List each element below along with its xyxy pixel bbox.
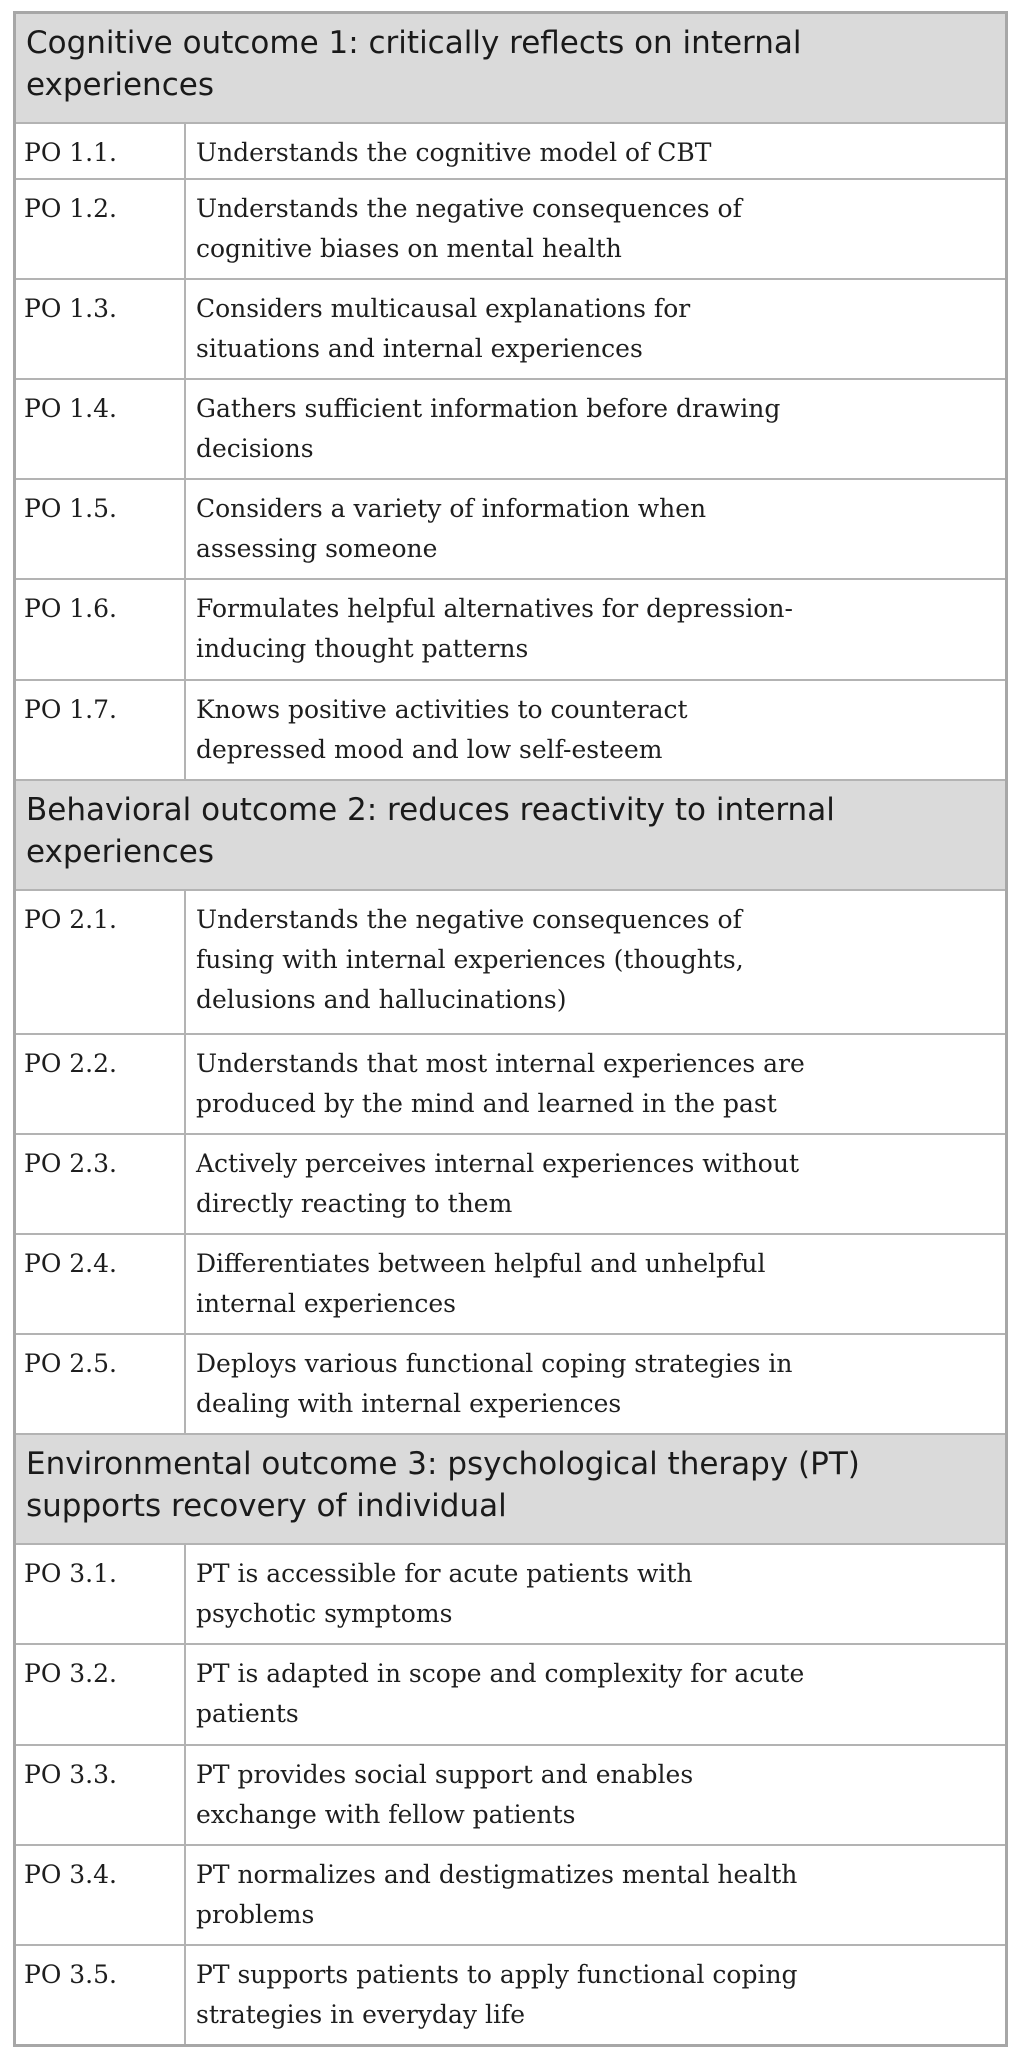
outcome-description: Understands the negative consequences of cognitive biases on mental health [185, 179, 1005, 279]
outcome-code: PO 1.6. [16, 579, 185, 679]
section-title: Environmental outcome 3: psychological therapy (PT) supports recovery of individual [16, 1434, 1005, 1544]
outcome-description: Considers a variety of information when assessing someone [185, 479, 1005, 579]
outcome-description: Deploys various functional coping strategies in dealing with internal experiences [185, 1334, 1005, 1434]
outcome-description: Gathers sufficient information before drawing decisions [185, 379, 1005, 479]
outcome-description: PT normalizes and destigmatizes mental health problems [185, 1845, 1005, 1945]
outcomes-table-frame [13, 11, 1008, 2047]
outcome-code: PO 2.5. [16, 1334, 185, 1434]
table-row [16, 479, 1005, 579]
table-row [16, 1334, 1005, 1434]
table-row [16, 1745, 1005, 1845]
outcome-code: PO 3.4. [16, 1845, 185, 1945]
section-header-row [16, 780, 1005, 890]
outcome-description: Differentiates between helpful and unhelpful internal experiences [185, 1234, 1005, 1334]
outcome-description: Formulates helpful alternatives for depression-inducing thought patterns [185, 579, 1005, 679]
outcome-description: Understands the negative consequences of fusing with internal experiences (thoughts, delusions and hallucinations) [185, 890, 1005, 1034]
outcome-code: PO 2.4. [16, 1234, 185, 1334]
section-header-row [16, 1434, 1005, 1544]
outcome-code: PO 1.2. [16, 179, 185, 279]
section-title: Cognitive outcome 1: critically reflects on internal experiences [16, 14, 1005, 123]
table-row [16, 279, 1005, 379]
outcome-description: Considers multicausal explanations for situations and internal experiences [185, 279, 1005, 379]
table-row [16, 1134, 1005, 1234]
outcome-description: PT is accessible for acute patients with psychotic symptoms [185, 1544, 1005, 1644]
outcome-code: PO 1.3. [16, 279, 185, 379]
outcome-description: Understands that most internal experiences are produced by the mind and learned in the past [185, 1034, 1005, 1134]
table-row [16, 179, 1005, 279]
outcome-code: PO 2.1. [16, 890, 185, 1034]
outcome-code: PO 3.1. [16, 1544, 185, 1644]
outcome-code: PO 3.3. [16, 1745, 185, 1845]
outcome-code: PO 1.1. [16, 123, 185, 179]
table-row [16, 379, 1005, 479]
table-row [16, 890, 1005, 1034]
outcome-code: PO 1.7. [16, 680, 185, 780]
outcomes-table [16, 14, 1005, 2044]
outcome-code: PO 1.5. [16, 479, 185, 579]
table-row [16, 1945, 1005, 2044]
outcome-description: PT is adapted in scope and complexity for acute patients [185, 1644, 1005, 1744]
table-row [16, 1644, 1005, 1744]
outcome-code: PO 2.3. [16, 1134, 185, 1234]
outcome-code: PO 3.5. [16, 1945, 185, 2044]
table-row [16, 1034, 1005, 1134]
outcome-code: PO 3.2. [16, 1644, 185, 1744]
outcome-description: Knows positive activities to counteract depressed mood and low self-esteem [185, 680, 1005, 780]
outcome-code: PO 2.2. [16, 1034, 185, 1134]
table-row [16, 123, 1005, 179]
outcome-code: PO 1.4. [16, 379, 185, 479]
outcome-description: Actively perceives internal experiences without directly reacting to them [185, 1134, 1005, 1234]
outcome-description: PT provides social support and enables exchange with fellow patients [185, 1745, 1005, 1845]
outcome-description: Understands the cognitive model of CBT [185, 123, 1005, 179]
table-row [16, 579, 1005, 679]
table-row [16, 1845, 1005, 1945]
table-row [16, 680, 1005, 780]
table-row [16, 1544, 1005, 1644]
section-header-row [16, 14, 1005, 123]
table-row [16, 1234, 1005, 1334]
section-title: Behavioral outcome 2: reduces reactivity to internal experiences [16, 780, 1005, 890]
outcome-description: PT supports patients to apply functional coping strategies in everyday life [185, 1945, 1005, 2044]
